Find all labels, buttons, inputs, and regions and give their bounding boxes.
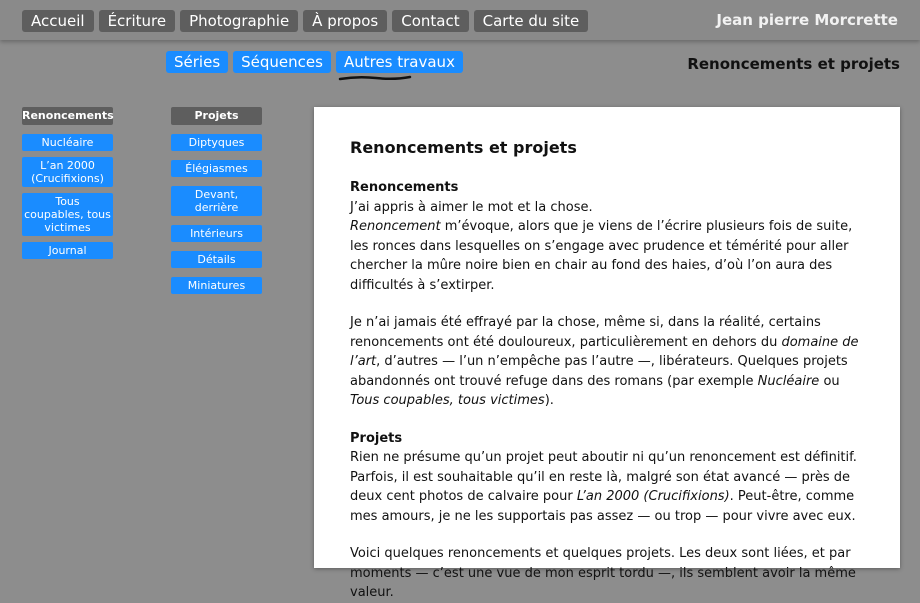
sidebar-item-devant-derriere[interactable]: Devant, derrière [171, 186, 262, 216]
nav-tab-photographie[interactable]: Photographie [180, 10, 298, 32]
sidebar-item-interieurs[interactable]: Intérieurs [171, 225, 262, 242]
nav-tab-ecriture[interactable]: Écriture [99, 10, 176, 32]
paragraph-4: Voici quelques renoncements et quelques projets. Les deux sont liées, et par moments — c’est une vue de mon esprit tordu —, ils semblent avoir la même valeur. [350, 546, 856, 600]
sidebar-renoncements [22, 107, 113, 259]
article-title: Renoncements et projets [350, 138, 577, 157]
nav-tab-carte-du-site[interactable]: Carte du site [474, 10, 589, 32]
spacer [350, 295, 870, 313]
active-underline-decoration [338, 74, 412, 82]
paragraph-3-text-b: . Peut-être, comme mes amours, je ne les supportais pas assez — ou trop — pour vivre avec eux. [350, 489, 856, 524]
spacer [350, 411, 870, 429]
main-nav [22, 10, 588, 32]
article [350, 138, 870, 603]
sidebar-item-nucleaire[interactable]: Nucléaire [22, 134, 113, 151]
paragraph-3 [350, 448, 870, 526]
paragraph-2-emphasis-1: domaine de l’art [350, 334, 859, 369]
paragraph-2-text-c: ou [819, 373, 840, 389]
paragraph-2-text-a: Je n’ai jamais été effrayé par la chose, même si, dans la réalité, certains renoncements ont été douloureux, particulièrement en dehors du [350, 315, 821, 350]
top-bar [0, 0, 920, 40]
sidebar-item-diptyques[interactable]: Diptyques [171, 134, 262, 151]
sidebar-item-tous-coupables[interactable]: Tous coupables, tous victimes [22, 193, 113, 236]
sidebar-item-details[interactable]: Détails [171, 251, 262, 268]
section-heading-projets: Projets [350, 430, 403, 446]
paragraph-1-text: m’évoque, alors que je viens de l’écrire plusieurs fois de suite, les ronces dans lesquelles on s’engage avec prudence et témérité pour aller chercher la mûre noire bien en chair au fond des haies, d’où l’on aura des difficultés à s’extirper. [350, 219, 853, 293]
site-name[interactable]: Jean pierre Morcrette [716, 11, 898, 29]
subnav-series-button[interactable]: Séries [166, 51, 228, 73]
nav-tab-accueil[interactable]: Accueil [22, 10, 94, 32]
paragraph-1-emphasis: Renoncement [350, 219, 441, 234]
nav-tab-contact[interactable]: Contact [392, 10, 468, 32]
paragraph-2-text-b: , d’autres — l’un n’empêche pas l’autre —, libérateurs. Quelques projets abandonnés ont trouvé refuge dans des romans (par exemple [350, 354, 848, 389]
sidebar-item-elegiasmes[interactable]: Élégiasmes [171, 160, 262, 177]
paragraph-2 [350, 313, 870, 411]
sidebar-renoncements-title[interactable]: Renoncements [22, 107, 113, 125]
paragraph-3-emphasis: L’an 2000 (Crucifixions) [576, 489, 730, 504]
paragraph-2-text-d: ). [544, 393, 554, 408]
spacer [350, 526, 870, 544]
sidebar-projets-title[interactable]: Projets [171, 107, 262, 125]
subnav-sequences-button[interactable]: Séquences [233, 51, 331, 73]
sidebar-item-an-2000[interactable]: L’an 2000 (Crucifixions) [22, 157, 113, 187]
section-heading-renoncements: Renoncements [350, 180, 459, 195]
paragraph-1-line-1: J’ai appris à aimer le mot et la chose. [350, 199, 593, 215]
sidebar-projets [171, 107, 262, 297]
page-title: Renoncements et projets [687, 55, 900, 73]
sub-nav [166, 51, 463, 73]
nav-tab-a-propos[interactable]: À propos [303, 10, 387, 32]
sidebar-item-journal[interactable]: Journal [22, 242, 113, 259]
paragraph-1 [350, 217, 870, 295]
content-card [314, 107, 900, 600]
subnav-autres-travaux-button[interactable]: Autres travaux [336, 51, 463, 73]
paragraph-2-emphasis-3: Tous coupables, tous victimes [350, 393, 545, 408]
paragraph-3-text-a: Rien ne présume qu’un projet peut aboutir ni qu’un renoncement est définitif. Parfois, il est souhaitable qu’il en reste là, malgré son état avancé — près de deux cent photos de calvaire pour [350, 450, 857, 504]
sidebar-item-miniatures[interactable]: Miniatures [171, 277, 262, 294]
paragraph-2-emphasis-2: Nucléaire [757, 373, 820, 389]
